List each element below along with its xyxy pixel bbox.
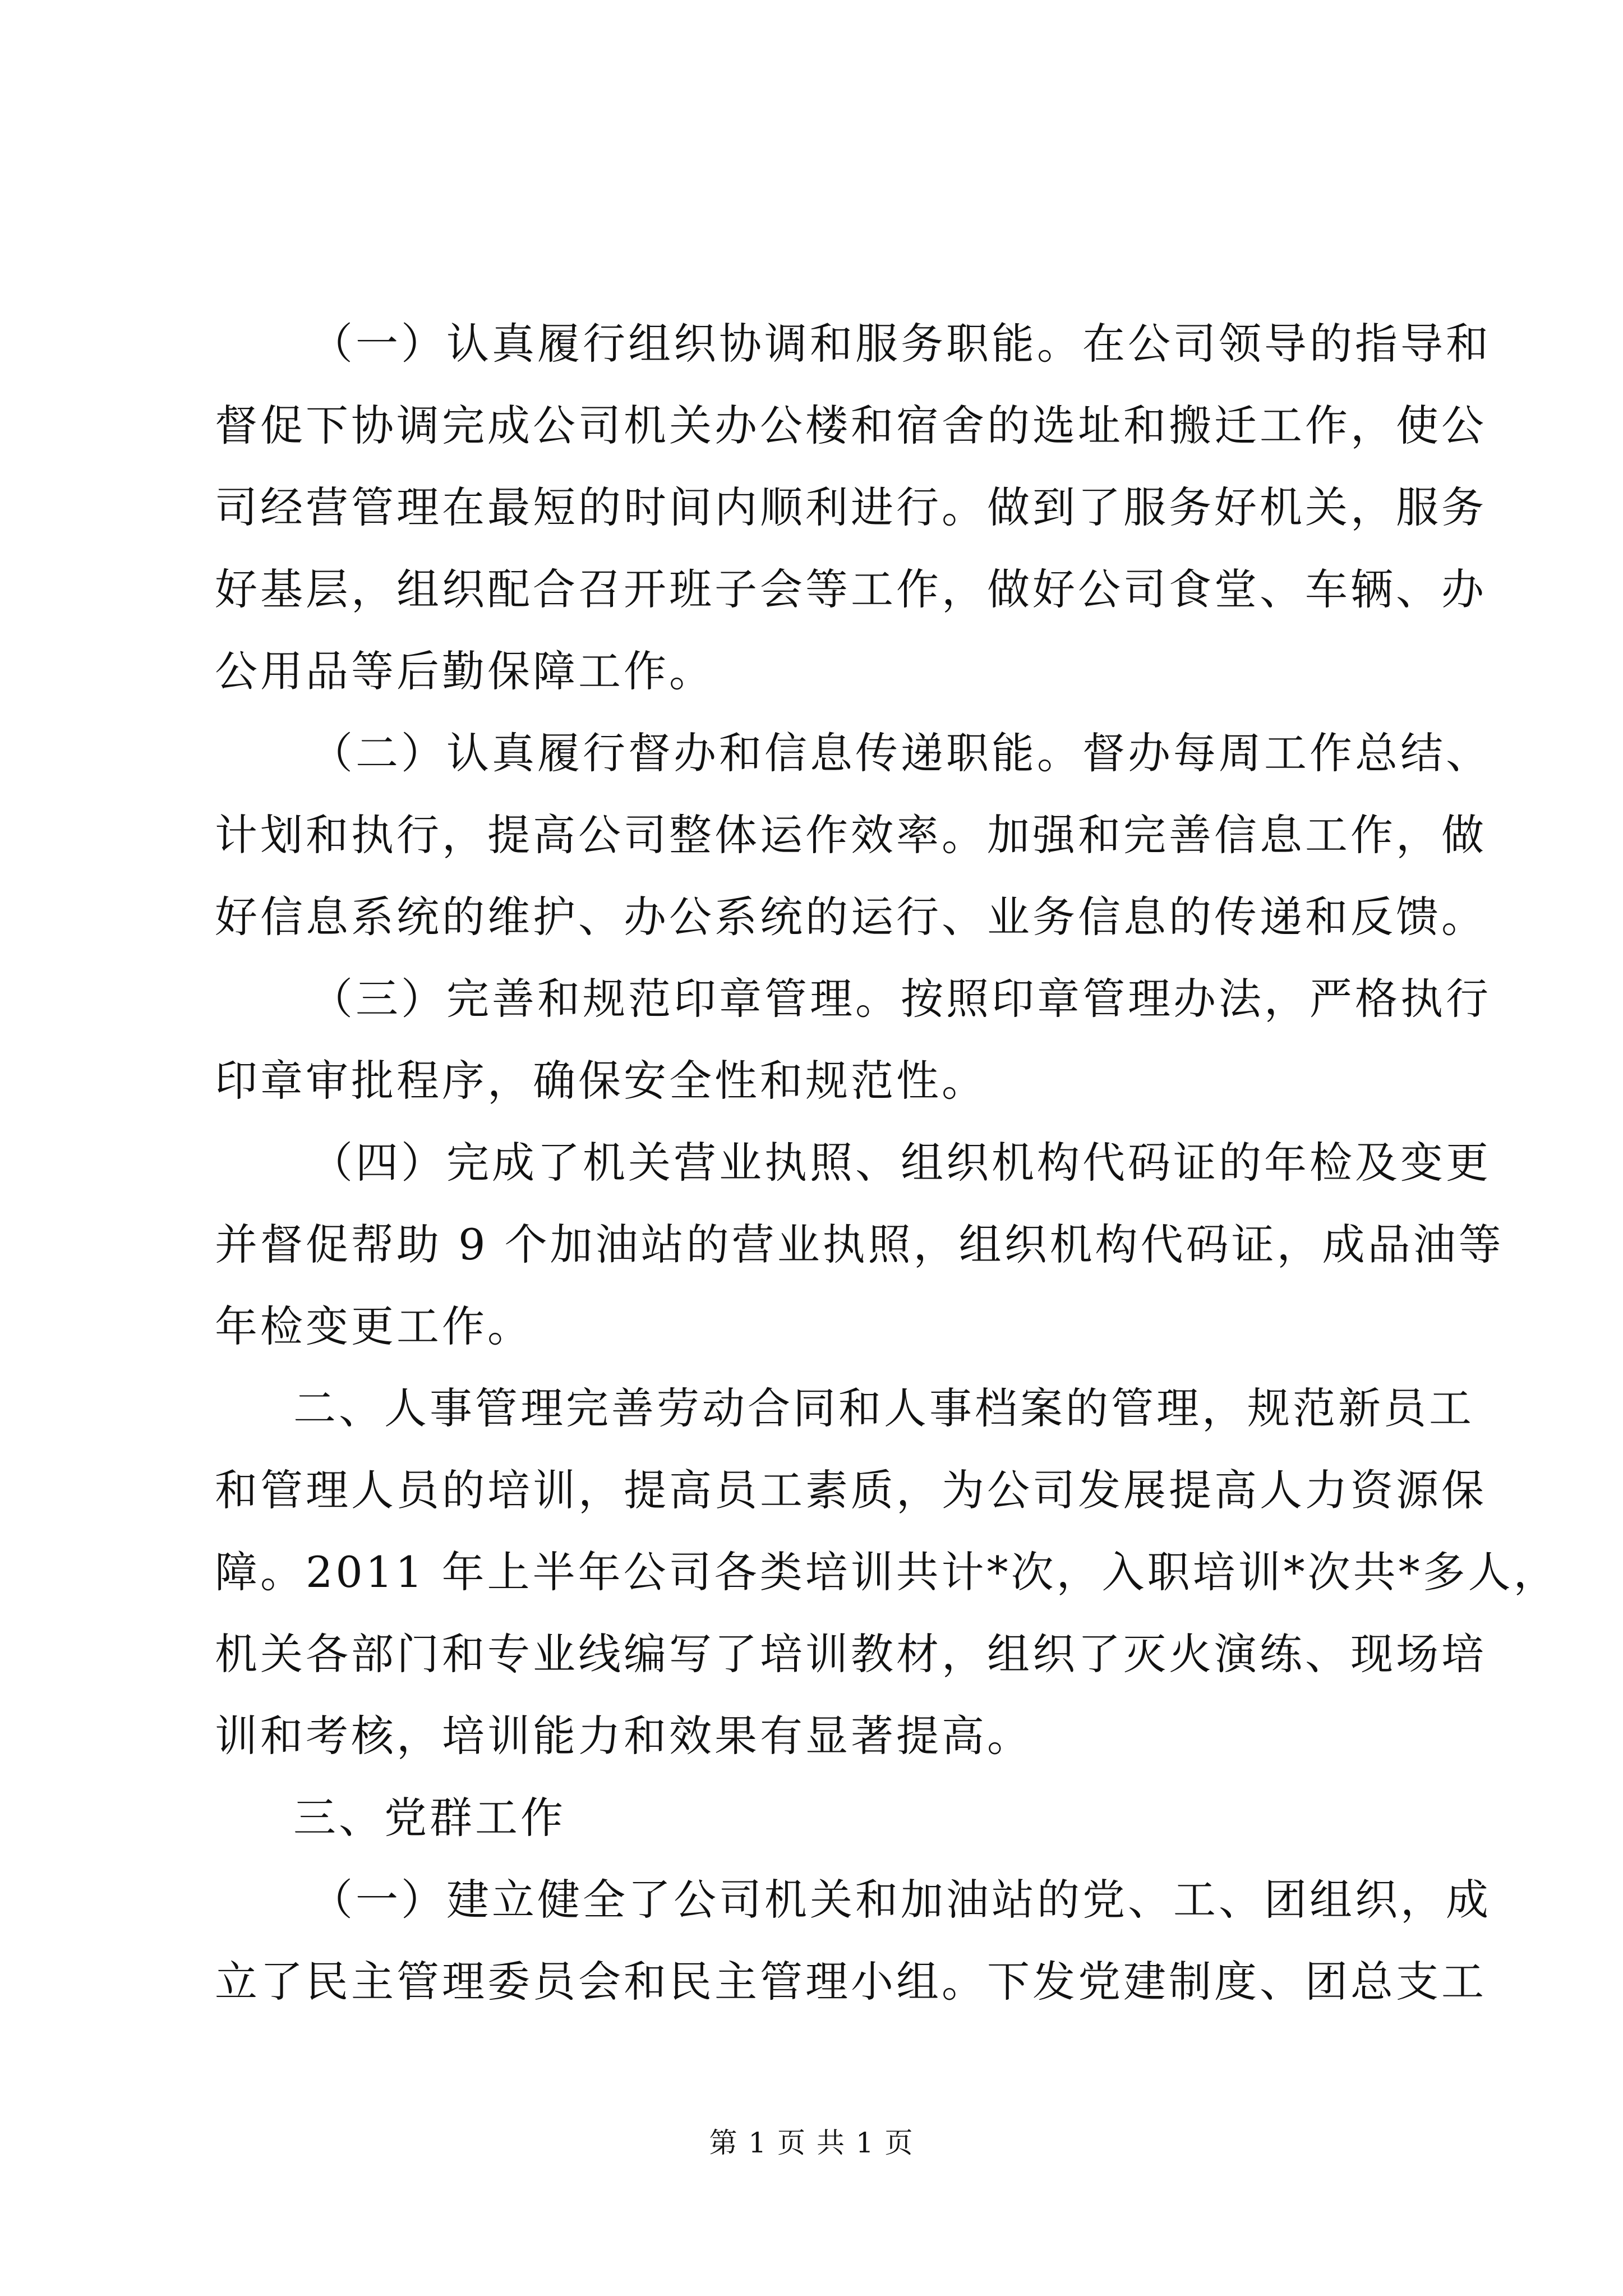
text-line: （二）认真履行督办和信息传递职能。督办每周工作总结、 [310, 728, 1491, 778]
page-footer [0, 2123, 1623, 2162]
text-line: 司经营管理在最短的时间内顺利进行。做到了服务好机关，服务 [215, 482, 1487, 532]
text-line: （四）完成了机关营业执照、组织机构代码证的年检及变更 [310, 1138, 1491, 1188]
text-line: 督促下协调完成公司机关办公楼和宿舍的选址和搬迁工作，使公 [215, 401, 1487, 450]
text-line: （一）认真履行组织协调和服务职能。在公司领导的指导和 [310, 319, 1491, 369]
text-line: 机关各部门和专业线编写了培训教材，组织了灭火演练、现场培 [215, 1629, 1487, 1679]
text-line: 训和考核，培训能力和效果有显著提高。 [215, 1711, 1032, 1761]
text-line: （一）建立健全了公司机关和加油站的党、工、团组织，成 [310, 1875, 1491, 1925]
text-line: 好信息系统的维护、办公系统的运行、业务信息的传递和反馈。 [215, 892, 1487, 942]
text-line: 并督促帮助 9 个加油站的营业执照，组织机构代码证，成品油等 [215, 1220, 1504, 1269]
text-line: 年检变更工作。 [215, 1301, 533, 1351]
text-line: 二、人事管理完善劳动合同和人事档案的管理，规范新员工 [293, 1383, 1474, 1433]
text-line: 障。2011 年上半年公司各类培训共计*次，入职培训*次共*多人， [215, 1547, 1559, 1597]
page-number-label: 第 1 页 共 1 页 [709, 2127, 914, 2159]
document-body [215, 303, 1559, 2023]
text-line: 三、党群工作 [293, 1793, 566, 1843]
text-line: 印章审批程序，确保安全性和规范性。 [215, 1056, 987, 1106]
text-line: 好基层，组织配合召开班子会等工作，做好公司食堂、车辆、办 [215, 564, 1487, 614]
text-line: 立了民主管理委员会和民主管理小组。下发党建制度、团总支工 [215, 1957, 1487, 2007]
text-line: （三）完善和规范印章管理。按照印章管理办法，严格执行 [310, 974, 1491, 1024]
text-line: 公用品等后勤保障工作。 [215, 646, 714, 696]
text-line: 计划和执行，提高公司整体运作效率。加强和完善信息工作，做 [215, 810, 1487, 860]
text-line: 和管理人员的培训，提高员工素质，为公司发展提高人力资源保 [215, 1465, 1487, 1515]
